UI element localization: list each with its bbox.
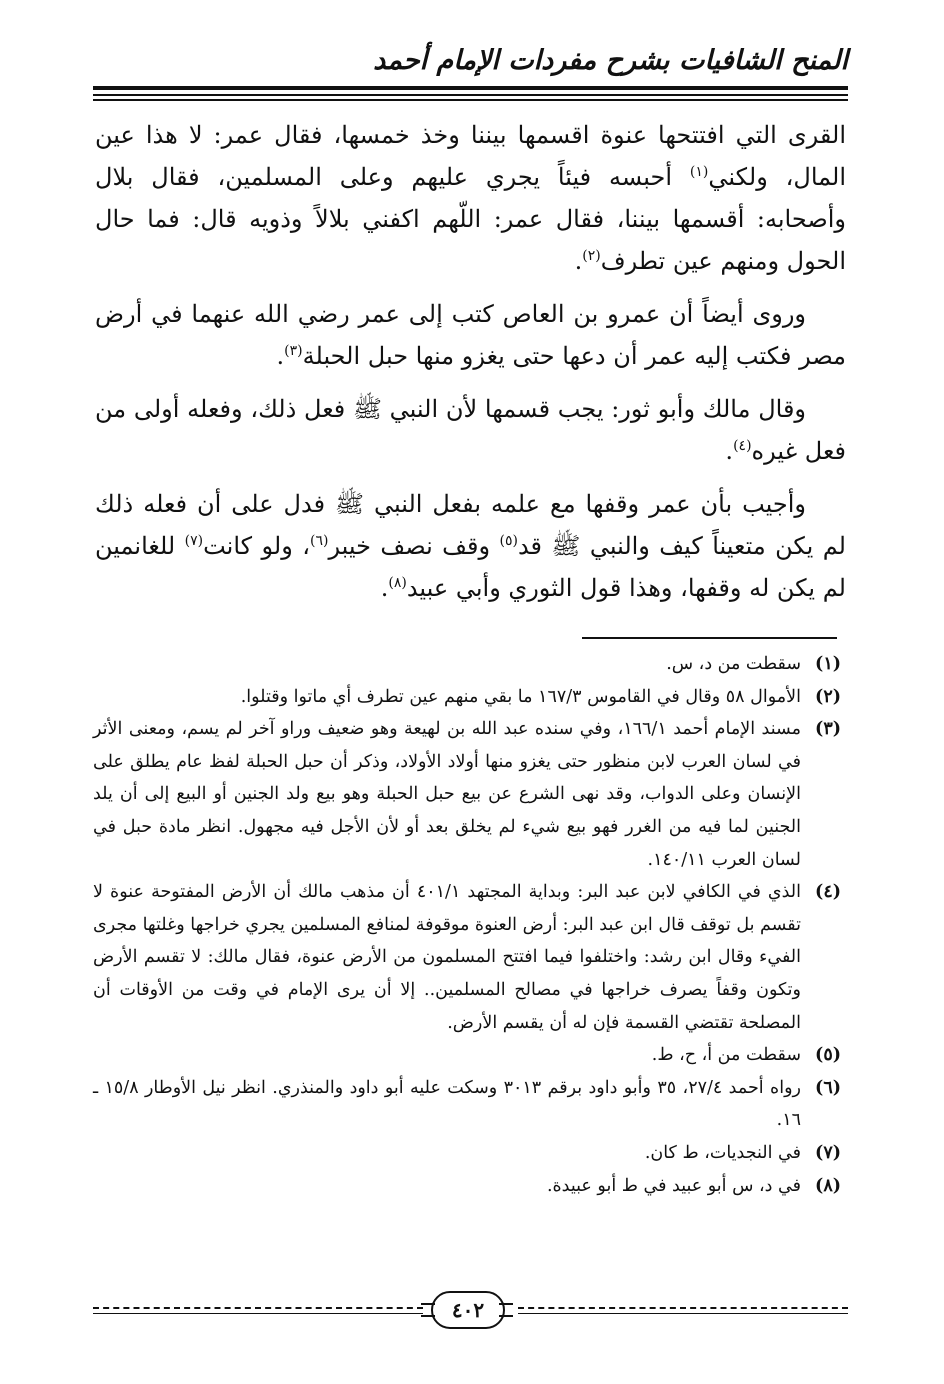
footnote-number: (٨) — [815, 1175, 841, 1196]
footnote-number: (٣) — [815, 719, 841, 740]
footnote-4 — [93, 876, 841, 1039]
paragraph-4-text-a: وأجيب بأن عمر وقفها مع علمه بفعل النبي ﷺ فدل على أن فعله ذلك لم يكن متعيناً كيف والنبي ﷺ قد — [95, 490, 846, 560]
footnote-mark-5: (٥) — [499, 533, 518, 549]
footnote-number: (١) — [815, 654, 841, 674]
header-rule-thick — [93, 86, 848, 90]
paragraph-4-end: . — [380, 574, 389, 602]
header-rule-thin — [93, 94, 848, 96]
running-header — [93, 38, 848, 84]
paragraph-3-text: وقال مالك وأبو ثور: يجب قسمها لأن النبي ﷺ فعل ذلك، وفعله أولى من فعل غيره — [95, 395, 846, 465]
footnote-mark-6: (٦) — [309, 533, 329, 549]
paragraph-1-line-1: القرى التي افتتحها عنوة اقسمها بيننا وخذ خمسها، فقال عمر: لا هذا عين — [95, 121, 846, 149]
footnote-3 — [93, 713, 841, 876]
header-rule-thin-second — [93, 99, 848, 101]
paragraph-3 — [95, 388, 846, 472]
paragraph-1 — [95, 114, 846, 282]
footnote-text: مسند الإمام أحمد ١٦٦/١، وفي سنده عبد الله بن لهيعة وهو ضعيف وراو آخر لم يسم، ومعنى الأثر في لسان العرب لابن منظور حتى يغزو منها أولاد الأولاد، وذكر أن حبل الحبلة لفظ عام يطلق على الإنسان وعلى الدواب، وقد نهى الشرع عن بيع حبل الحبلة وهو بيع ولد الجنين أو البيع إلى أن يلد الجنين لما فيه من الغرر فهو بيع شيء لم يخلق بعد أو لأن الأجل فيه مجهول. انظر مادة حبل في لسان العرب ١٤٠/١١. — [93, 719, 801, 870]
page-footer — [93, 1289, 848, 1329]
footnote-mark-4: (٤) — [733, 438, 752, 454]
footnote-mark-7: (٧) — [184, 533, 204, 549]
footnote-mark-2: (٢) — [582, 248, 601, 264]
paragraph-4 — [95, 483, 846, 609]
paragraph-4-text-b: وقف نصف خيبر — [328, 532, 491, 560]
footnote-5 — [93, 1039, 841, 1072]
paragraph-3-end: . — [725, 437, 734, 465]
footnote-number: (٤) — [815, 882, 841, 903]
footer-dashed-rule-left — [93, 1307, 423, 1309]
footnote-number: (٦) — [815, 1077, 841, 1098]
footnote-number: (٥) — [815, 1045, 841, 1066]
paragraph-1-line-3: أحبسه فيئاً يجري عليهم وعلى المسلمين، فقال بلال — [95, 163, 673, 191]
paragraph-1-line-4: وأصحابه: أقسمها بيننا، فقال عمر: اللّهم اكفني بلالاً وذويه قال: فما حال — [95, 205, 846, 233]
book-title: المنح الشافيات بشرح مفردات الإمام أحمد — [373, 45, 848, 76]
footnote-2 — [93, 681, 841, 714]
footnote-separator — [582, 637, 837, 639]
footnote-mark-1: (١) — [689, 164, 709, 180]
page-number: ٤٠٢ — [431, 1291, 505, 1329]
paragraph-1-line-2: المال، ولكني — [708, 163, 846, 191]
footnote-text: رواه أحمد ٢٧/٤، ٣٥ وأبو داود برقم ٣٠١٣ وسكت عليه أبو داود والمنذري. انظر نيل الأوطار ١٥/٨ ـ ١٦. — [93, 1077, 801, 1131]
paragraph-4-text-c: ، ولو كانت — [203, 532, 310, 560]
footnote-number: (٢) — [815, 686, 841, 707]
footnote-text: سقطت من أ، ح، ط. — [651, 1045, 801, 1066]
paragraph-1-end: . — [574, 247, 583, 275]
footnote-text: في النجديات، ط كان. — [644, 1142, 801, 1163]
footnote-1 — [93, 648, 841, 681]
footnote-8 — [93, 1170, 841, 1203]
footnote-text: الأموال ٥٨ وقال في القاموس ١٦٧/٣ ما بقي منهم عين تطرف أي ماتوا وقتلوا. — [240, 686, 801, 707]
footer-rule-left — [93, 1313, 423, 1314]
footnote-7 — [93, 1137, 841, 1170]
paragraph-2-end: . — [276, 342, 285, 370]
paragraph-1-line-5: الحول ومنهم عين تطرف — [600, 247, 846, 275]
paragraph-2 — [95, 293, 846, 377]
footnotes — [93, 648, 841, 1202]
footnote-text: الذي في الكافي لابن عبد البر: وبداية المجتهد ٤٠١/١ أن مذهب مالك أن الأرض المفتوحة عنوة لا تقسم بل توقف قال ابن عبد البر: أرض العنوة موقوفة لمنافع المسلمين يجري خراجها وغلتها مجرى الفيء وقال ابن رشد: واختلفوا فيما افتتح المسلمون من الأرض عنوة، فقال مالك: لا تقسم الأرض وتكون وقفاً يصرف خراجها في مصالح المسلمين.. إلا أن يرى الإمام في وقت من الأوقات أن المصلحة تقتضي القسمة فإن له أن يقسم الأرض. — [93, 882, 801, 1033]
footer-rule-right — [518, 1313, 848, 1314]
footnote-text: في د، س أبو عبيد في ط أبو عبيدة. — [546, 1175, 801, 1196]
footnote-number: (٧) — [815, 1142, 841, 1163]
paragraph-4-text-d: للغانمين لم يكن له وقفها، وهذا قول الثوري وأبي عبيد — [95, 532, 846, 602]
footnote-text: سقطت من د، س. — [666, 654, 801, 674]
footer-dashed-rule-right — [518, 1307, 848, 1309]
paragraph-2-text: وروى أيضاً أن عمرو بن العاص كتب إلى عمر رضي الله عنهما في أرض مصر فكتب إليه عمر أن دعها حتى يغزو منها حبل الحبلة — [95, 300, 846, 370]
main-text — [95, 114, 846, 620]
footnote-mark-3: (٣) — [284, 343, 303, 359]
footnote-mark-8: (٨) — [388, 575, 407, 591]
footnote-6 — [93, 1072, 841, 1137]
